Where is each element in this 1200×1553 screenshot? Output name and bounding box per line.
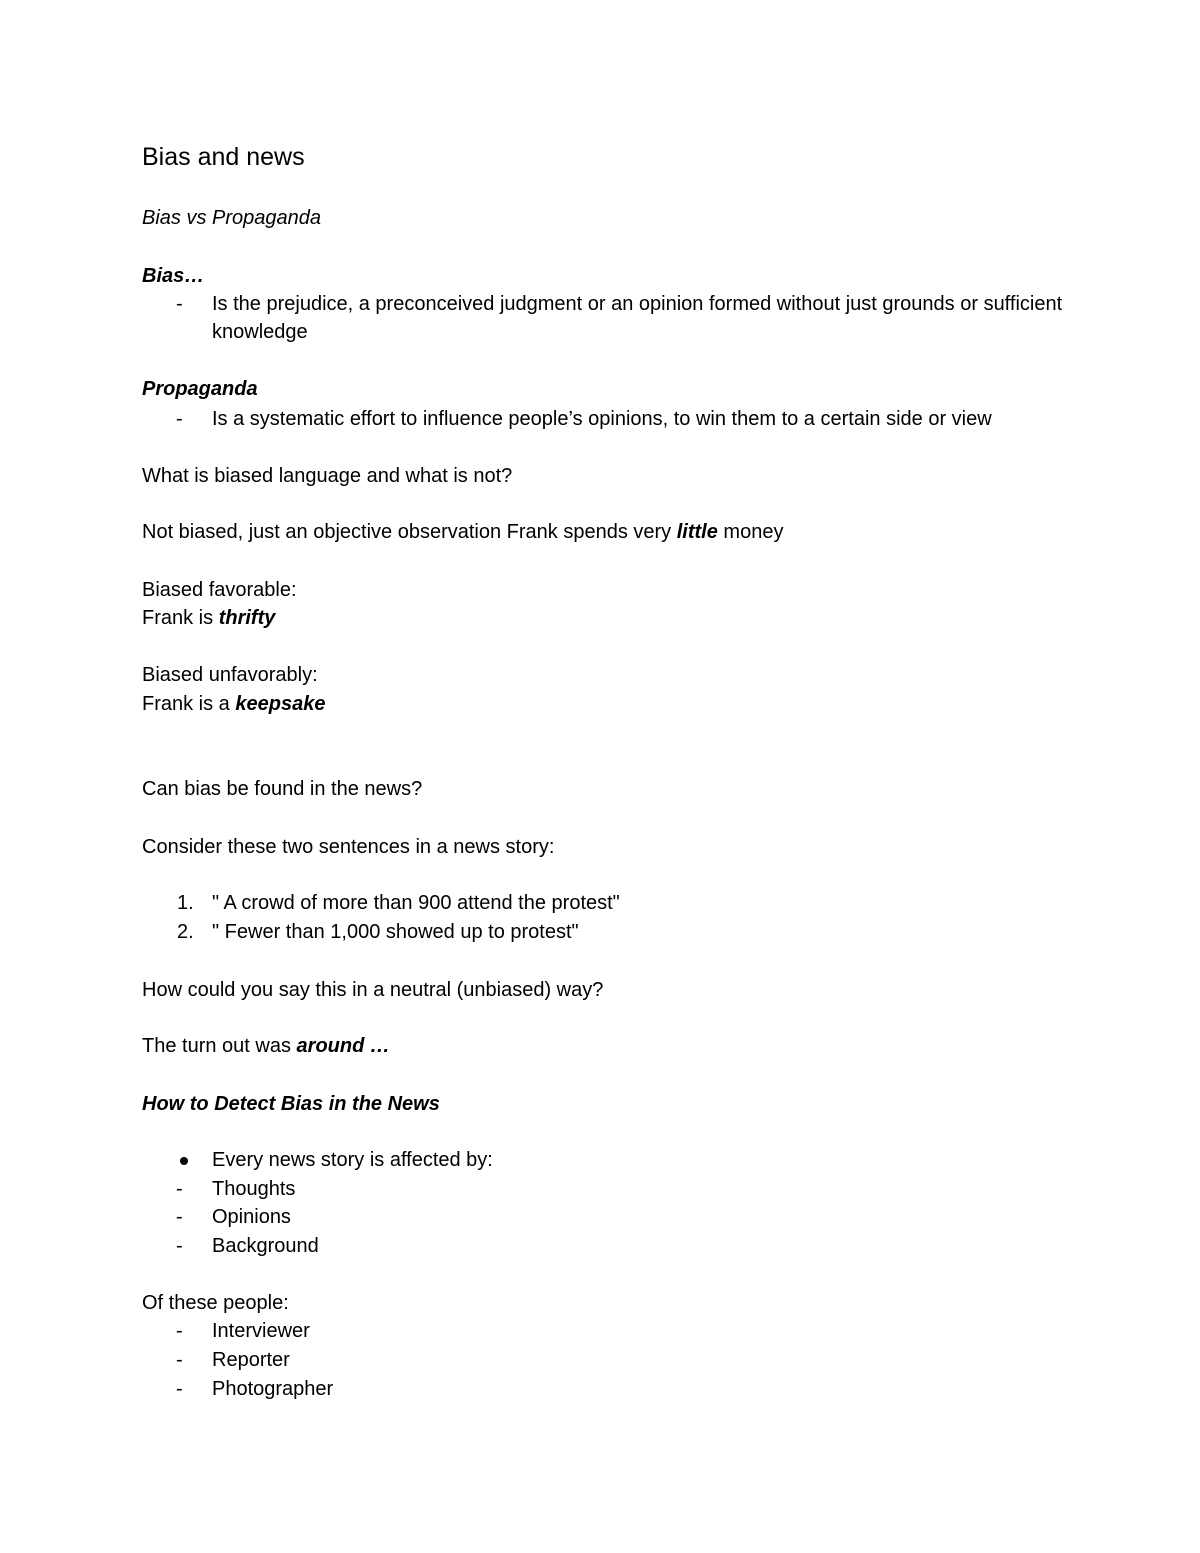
dash-marker: - — [176, 1349, 183, 1371]
factor-text: Opinions — [212, 1206, 291, 1228]
propaganda-heading: Propaganda — [142, 378, 258, 400]
dash-marker: - — [176, 408, 183, 430]
bias-definition-item — [142, 290, 1092, 346]
turnout-sentence — [142, 1032, 390, 1060]
consider-text: Consider these two sentences in a news story: — [142, 836, 555, 858]
not-biased-prefix: Not biased, just an objective observation Frank spends very — [142, 521, 677, 543]
unfavorable-emphasis: keepsake — [235, 693, 326, 715]
favorable-emphasis: thrifty — [218, 607, 276, 629]
turnout-prefix: The turn out was — [142, 1035, 297, 1057]
affected-by-text: Every news story is affected by: — [212, 1149, 493, 1171]
people-text: Photographer — [212, 1378, 334, 1400]
dash-marker: - — [176, 293, 183, 315]
page-title: Bias and news — [142, 143, 305, 171]
question-biased-language: What is biased language and what is not? — [142, 465, 513, 487]
bullet-dot-icon — [180, 1157, 188, 1165]
dash-marker: - — [176, 1178, 183, 1200]
unfavorable-label: Biased unfavorably: — [142, 664, 318, 686]
favorable-sentence — [142, 604, 275, 632]
factor-text: Background — [212, 1235, 319, 1257]
people-text: Reporter — [212, 1349, 290, 1371]
unfavorable-sentence — [142, 690, 325, 718]
question-neutral: How could you say this in a neutral (unbiased) way? — [142, 979, 604, 1001]
list-number: 2. — [177, 921, 194, 943]
turnout-emphasis: around … — [296, 1035, 390, 1057]
people-label: Of these people: — [142, 1292, 289, 1314]
favorable-prefix: Frank is — [142, 607, 219, 629]
sentence-text: " A crowd of more than 900 attend the protest" — [212, 892, 620, 914]
dash-marker: - — [176, 1320, 183, 1342]
dash-marker: - — [176, 1206, 183, 1228]
detect-heading: How to Detect Bias in the News — [142, 1093, 440, 1115]
list-number: 1. — [177, 892, 194, 914]
bias-heading: Bias… — [142, 265, 205, 287]
bias-definition: Is the prejudice, a preconceived judgment or an opinion formed without just grounds or sufficient knowledge — [212, 293, 1063, 343]
people-text: Interviewer — [212, 1320, 310, 1342]
dash-marker: - — [176, 1235, 183, 1257]
not-biased-suffix: money — [717, 521, 784, 543]
not-biased-emphasis: little — [676, 521, 718, 543]
favorable-label: Biased favorable: — [142, 579, 297, 601]
subtitle: Bias vs Propaganda — [142, 207, 322, 229]
sentence-text: " Fewer than 1,000 showed up to protest" — [212, 921, 579, 943]
unfavorable-prefix: Frank is a — [142, 693, 236, 715]
factor-text: Thoughts — [212, 1178, 296, 1200]
question-news: Can bias be found in the news? — [142, 778, 423, 800]
propaganda-definition: Is a systematic effort to influence people’s opinions, to win them to a certain side or view — [212, 408, 992, 430]
dash-marker: - — [176, 1378, 183, 1400]
not-biased-sentence — [142, 518, 783, 546]
